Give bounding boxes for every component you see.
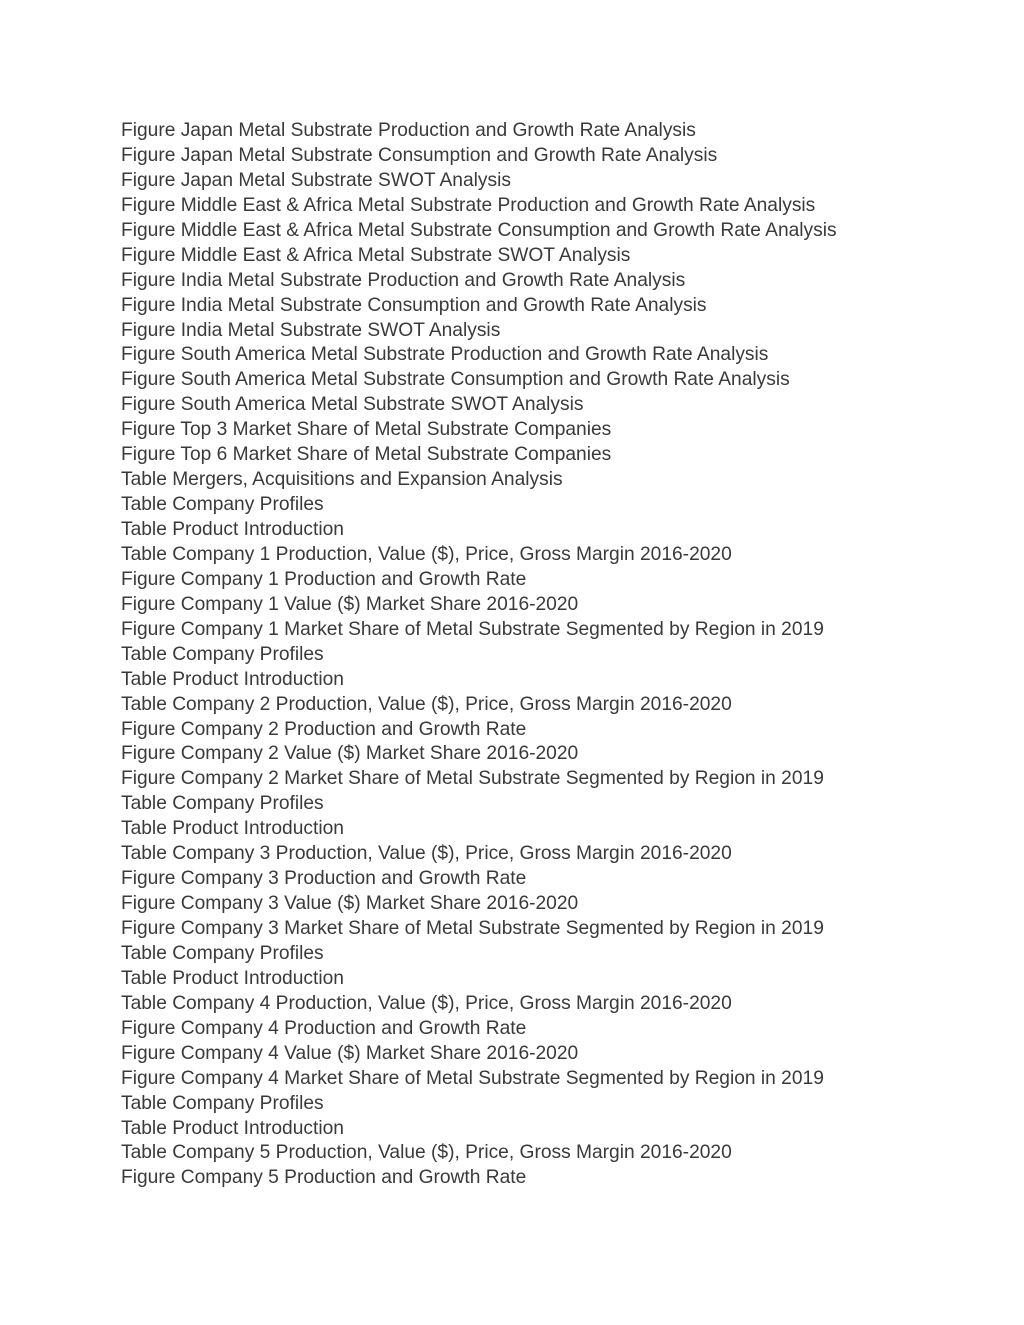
figure-entry: Figure Top 3 Market Share of Metal Substrate Companies xyxy=(121,419,612,441)
table-entry: Table Company Profiles xyxy=(121,942,324,964)
figure-entry: Figure Company 4 Value ($) Market Share 2016-2020 xyxy=(121,1042,579,1064)
figure-entry: Figure Company 2 Market Share of Metal Substrate Segmented by Region in 2019 xyxy=(121,768,824,790)
figure-entry: Figure Company 3 Value ($) Market Share 2016-2020 xyxy=(121,893,579,915)
figure-entry: Figure South America Metal Substrate SWOT Analysis xyxy=(121,394,584,416)
figure-entry: Figure Company 2 Value ($) Market Share 2016-2020 xyxy=(121,743,579,765)
table-entry: Table Product Introduction xyxy=(121,967,344,989)
figure-entry: Figure Japan Metal Substrate SWOT Analysis xyxy=(121,169,511,191)
table-entry: Table Company Profiles xyxy=(121,643,324,665)
figure-entry: Figure South America Metal Substrate Production and Growth Rate Analysis xyxy=(121,344,769,366)
table-entry: Table Mergers, Acquisitions and Expansion Analysis xyxy=(121,469,563,491)
figure-entry: Figure India Metal Substrate SWOT Analysis xyxy=(121,319,501,341)
table-entry: Table Company Profiles xyxy=(121,1092,324,1114)
figure-entry: Figure Company 1 Value ($) Market Share 2016-2020 xyxy=(121,593,579,615)
figure-entry: Figure Japan Metal Substrate Production and Growth Rate Analysis xyxy=(121,120,696,141)
figure-entry: Figure Company 1 Production and Growth Rate xyxy=(121,568,527,590)
figure-entry: Figure Company 4 Production and Growth Rate xyxy=(121,1017,527,1039)
figure-entry: Figure Middle East & Africa Metal Substrate SWOT Analysis xyxy=(121,244,631,266)
table-entry: Table Company Profiles xyxy=(121,793,324,815)
figure-entry: Figure India Metal Substrate Production and Growth Rate Analysis xyxy=(121,269,686,291)
list-of-figures-and-tables xyxy=(121,119,837,1191)
table-entry: Table Company 2 Production, Value ($), Price, Gross Margin 2016-2020 xyxy=(121,693,732,715)
figure-entry: Figure Middle East & Africa Metal Substrate Production and Growth Rate Analysis xyxy=(121,194,816,216)
table-entry: Table Product Introduction xyxy=(121,668,344,690)
table-entry: Table Product Introduction xyxy=(121,818,344,840)
figure-entry: Figure Company 4 Market Share of Metal Substrate Segmented by Region in 2019 xyxy=(121,1067,824,1089)
figure-entry: Figure India Metal Substrate Consumption and Growth Rate Analysis xyxy=(121,294,707,316)
figure-entry: Figure Company 2 Production and Growth Rate xyxy=(121,718,527,740)
figure-entry: Figure Japan Metal Substrate Consumption and Growth Rate Analysis xyxy=(121,144,718,166)
table-entry: Table Company Profiles xyxy=(121,494,324,516)
figure-entry: Figure Company 3 Market Share of Metal Substrate Segmented by Region in 2019 xyxy=(121,918,824,939)
table-entry: Table Company 5 Production, Value ($), Price, Gross Margin 2016-2020 xyxy=(121,1142,732,1164)
table-entry: Table Company 4 Production, Value ($), Price, Gross Margin 2016-2020 xyxy=(121,992,732,1014)
table-entry: Table Product Introduction xyxy=(121,1117,344,1139)
figure-entry: Figure South America Metal Substrate Consumption and Growth Rate Analysis xyxy=(121,369,790,391)
table-entry: Table Company 3 Production, Value ($), Price, Gross Margin 2016-2020 xyxy=(121,843,732,865)
figure-entry: Figure Middle East & Africa Metal Substrate Consumption and Growth Rate Analysis xyxy=(121,219,837,241)
table-entry: Table Company 1 Production, Value ($), Price, Gross Margin 2016-2020 xyxy=(121,543,732,565)
figure-entry: Figure Company 5 Production and Growth Rate xyxy=(121,1167,527,1189)
figure-entry: Figure Company 1 Market Share of Metal Substrate Segmented by Region in 2019 xyxy=(121,618,824,640)
figure-entry: Figure Company 3 Production and Growth Rate xyxy=(121,868,527,890)
figure-entry: Figure Top 6 Market Share of Metal Substrate Companies xyxy=(121,444,612,466)
table-entry: Table Product Introduction xyxy=(121,519,344,540)
